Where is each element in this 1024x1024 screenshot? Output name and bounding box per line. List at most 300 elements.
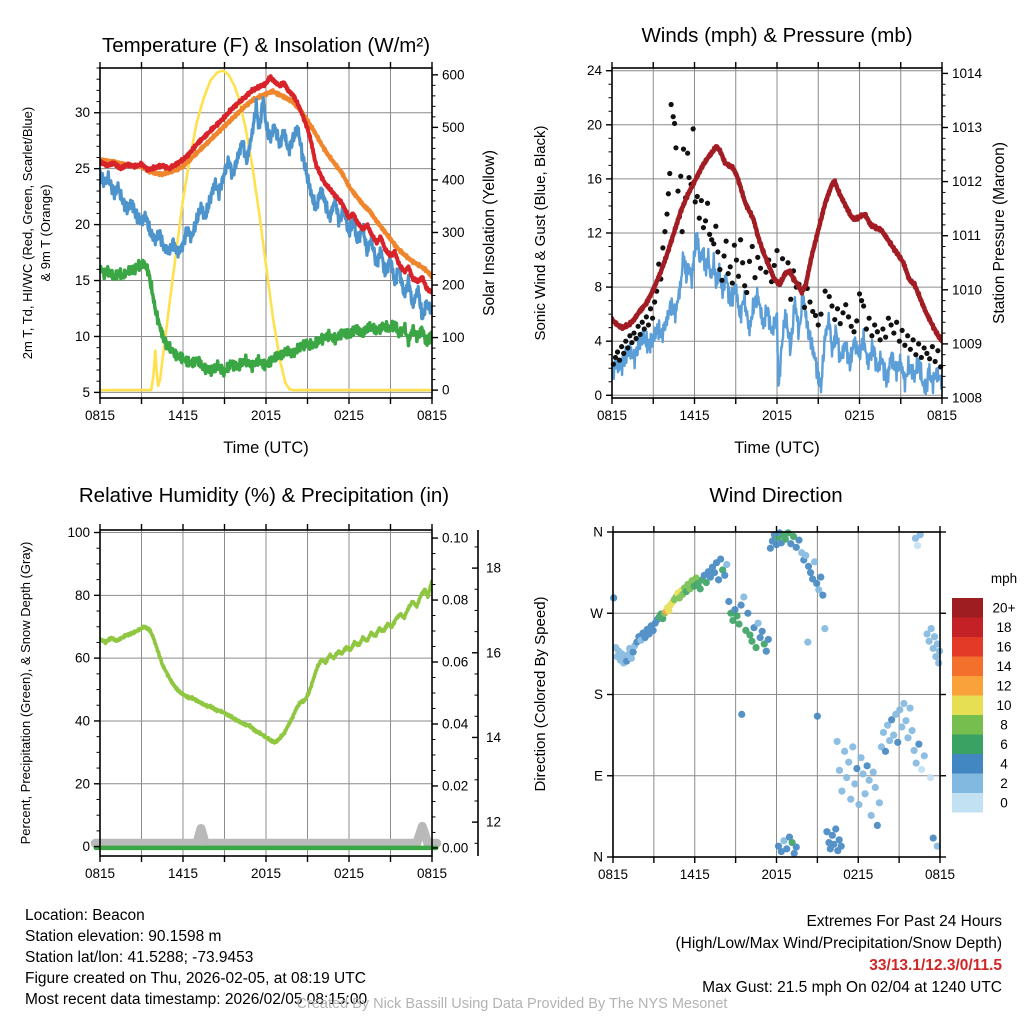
- gust-dot: [631, 330, 636, 335]
- x-tick-label: 0815: [924, 867, 956, 882]
- gust-dot: [717, 267, 722, 272]
- gust-dot: [693, 199, 698, 204]
- gust-dot: [646, 322, 651, 327]
- direction-dot: [836, 767, 843, 774]
- gust-dot: [719, 278, 724, 283]
- left-axis-label: Percent, Precipitation (Green), & Snow Depth (Gray): [18, 541, 33, 845]
- direction-dot: [711, 569, 718, 576]
- gust-dot: [840, 310, 845, 315]
- gust-dot: [861, 303, 866, 308]
- x-tick-label: 0815: [416, 866, 448, 881]
- y-tick-label: 200: [442, 277, 465, 293]
- gust-dot: [818, 312, 823, 317]
- recent-timestamp: Most recent data timestamp: 2026/02/05 08:15:00: [25, 991, 368, 1008]
- gust-dot: [889, 322, 894, 327]
- direction-dot: [882, 748, 889, 755]
- direction-dot: [913, 760, 920, 767]
- legend-label: 2: [1000, 775, 1008, 791]
- direction-dot: [819, 592, 826, 599]
- gust-dot: [678, 174, 683, 179]
- y-tick-label: 25: [74, 161, 90, 177]
- gust-dot: [621, 351, 626, 356]
- direction-dot: [921, 752, 928, 759]
- x-tick-label: 1415: [167, 408, 199, 423]
- gust-dot: [736, 274, 741, 279]
- x-tick-label: 2015: [761, 867, 792, 882]
- direction-dot: [914, 542, 921, 549]
- gust-dot: [662, 229, 667, 234]
- y-tick-label: 1011: [952, 228, 982, 244]
- gust-dot: [886, 316, 891, 321]
- direction-dot: [836, 836, 843, 843]
- direction-dot: [744, 610, 751, 617]
- gust-dot: [728, 264, 733, 269]
- y-tick-label: 30: [74, 105, 90, 121]
- gust-dot: [829, 303, 834, 308]
- direction-dot: [737, 602, 744, 609]
- y-tick-label: E: [593, 768, 603, 784]
- gust-dot: [638, 332, 643, 337]
- right-axis-label: Solar Insolation (Yellow): [481, 150, 498, 316]
- gust-dot: [664, 211, 669, 216]
- legend-swatch: [952, 793, 983, 813]
- humidity-precipitation-chart: [0, 460, 512, 924]
- gust-dot: [894, 320, 899, 325]
- gust-dot: [916, 341, 921, 346]
- x-axis-label: Time (UTC): [734, 439, 820, 457]
- extremes-title: Extremes For Past 24 Hours: [806, 913, 1002, 930]
- station-elevation: Station elevation: 90.1598 m: [25, 928, 222, 945]
- gust-dot: [701, 225, 706, 230]
- y-tick-label: S: [593, 687, 603, 702]
- x-tick-label: 1415: [679, 408, 710, 423]
- direction-dot: [935, 659, 942, 666]
- y-tick-label: N: [593, 524, 603, 540]
- x-tick-label: 1415: [167, 866, 199, 881]
- direction-dot: [898, 723, 905, 730]
- direction-dot: [900, 700, 907, 707]
- gust-dot: [660, 245, 665, 250]
- direction-dot: [880, 729, 887, 736]
- gust-dot: [669, 102, 674, 107]
- gust-dot: [908, 347, 913, 352]
- gust-dot: [623, 339, 628, 344]
- direction-dot: [928, 625, 935, 632]
- gust-dot: [721, 253, 726, 258]
- direction-dot: [834, 738, 841, 745]
- direction-dot: [765, 636, 772, 643]
- y-tick-label: 0.06: [442, 654, 469, 670]
- gust-dot: [650, 316, 655, 321]
- x-tick-label: 0815: [416, 408, 448, 423]
- extremes-subtitle: (High/Low/Max Wind/Precipitation/Snow Depth): [675, 935, 1002, 952]
- direction-dot: [804, 639, 811, 646]
- gust-dot: [629, 340, 634, 345]
- chart-title: Winds (mph) & Pressure (mb): [641, 24, 913, 47]
- legend-swatch: [952, 735, 983, 755]
- direction-dot: [904, 734, 911, 741]
- y-tick-label: 1013: [952, 120, 983, 136]
- direction-dot: [832, 825, 839, 832]
- credit-line: Created By Nick Bassill Using Data Provided By The NYS Mesonet: [296, 996, 728, 1012]
- direction-dot: [906, 704, 913, 711]
- direction-dot: [731, 606, 738, 613]
- y-tick-label: 0.04: [442, 716, 469, 732]
- legend-label: 18: [996, 619, 1012, 635]
- direction-dot: [763, 648, 770, 655]
- gust-dot: [644, 314, 649, 319]
- gust-dot: [615, 349, 620, 354]
- y-tick-label: 400: [442, 172, 465, 188]
- direction-dot: [697, 585, 704, 592]
- gust-dot: [681, 147, 686, 152]
- x-tick-label: 0215: [333, 866, 365, 881]
- gust-dot: [851, 329, 856, 334]
- gust-dot: [849, 324, 854, 329]
- station-info: [25, 905, 367, 1010]
- direction-dot: [915, 741, 922, 748]
- legend-title: mph: [990, 571, 1018, 586]
- gust-dot: [772, 263, 777, 268]
- y-tick-label: N: [593, 849, 603, 865]
- direction-dot: [746, 631, 753, 638]
- gust-dot: [758, 266, 763, 271]
- gust-dot: [802, 305, 807, 310]
- gust-dot: [752, 275, 757, 280]
- chart-title: Wind Direction: [709, 484, 843, 507]
- gust-dot: [935, 348, 940, 353]
- direction-dot: [628, 655, 635, 662]
- gust-dot: [738, 237, 743, 242]
- gust-dot: [707, 232, 712, 237]
- station-location: Location: Beacon: [25, 907, 145, 924]
- legend-label: 8: [1000, 717, 1008, 733]
- gust-dot: [742, 283, 747, 288]
- direction-dot: [793, 843, 800, 850]
- gust-dot: [785, 260, 790, 265]
- direction-dot: [902, 717, 909, 724]
- y-tick-label: 60: [74, 650, 90, 666]
- direction-dot: [821, 625, 828, 632]
- gust-dot: [900, 328, 905, 333]
- gust-dot: [913, 352, 918, 357]
- y-tick-label: 18: [486, 560, 502, 576]
- gust-dot: [883, 335, 888, 340]
- gust-dot: [891, 330, 896, 335]
- x-tick-label: 0815: [596, 408, 628, 423]
- gust-dot: [927, 356, 932, 361]
- gust-dot: [652, 299, 657, 304]
- direction-dot: [918, 766, 925, 773]
- gust-dot: [673, 145, 678, 150]
- direction-dot: [841, 748, 848, 755]
- direction-dot: [740, 593, 747, 600]
- gust-dot: [774, 248, 779, 253]
- legend-swatch: [952, 618, 983, 638]
- gust-dot: [864, 326, 869, 331]
- y-tick-label: 100: [67, 525, 90, 541]
- direction-dot: [755, 620, 762, 627]
- y-tick-label: 100: [442, 330, 465, 346]
- direction-dot: [759, 628, 766, 635]
- gust-dot: [905, 333, 910, 338]
- gust-dot: [697, 216, 702, 221]
- chart-title: Relative Humidity (%) & Precipitation (in): [78, 484, 450, 507]
- direction-dot: [847, 796, 854, 803]
- y-tick-label: 4: [594, 333, 602, 349]
- gust-dot: [869, 333, 874, 338]
- y-tick-label: 0.02: [442, 778, 469, 794]
- direction-dot: [857, 754, 864, 761]
- direction-dot: [735, 620, 742, 627]
- gust-dot: [857, 291, 862, 296]
- gust-dot: [911, 337, 916, 342]
- direction-dot: [791, 850, 798, 857]
- max-gust: Max Gust: 21.5 mph On 02/04 at 1240 UTC: [702, 979, 1002, 996]
- y-tick-label: 1014: [952, 65, 983, 81]
- y-tick-label: 0: [82, 839, 90, 855]
- gust-dot: [813, 313, 818, 318]
- direction-dot: [811, 558, 818, 565]
- direction-dot: [927, 774, 934, 781]
- direction-dot: [876, 799, 883, 806]
- direction-dot: [817, 574, 824, 581]
- gust-dot: [672, 121, 677, 126]
- gust-dot: [625, 345, 630, 350]
- legend-swatch: [952, 657, 983, 677]
- gust-dot: [930, 344, 935, 349]
- y-tick-label: 24: [586, 63, 602, 79]
- gust-dot: [695, 194, 700, 199]
- gust-dot: [730, 280, 735, 285]
- gust-dot: [827, 294, 832, 299]
- direction-dot: [733, 612, 740, 619]
- x-tick-label: 0215: [333, 408, 365, 423]
- direction-dot: [795, 537, 802, 544]
- gust-dot: [747, 259, 752, 264]
- gust-dot: [686, 175, 691, 180]
- legend-swatch: [952, 696, 983, 716]
- gust-dot: [671, 114, 676, 119]
- right-axis-label: Station Pressure (Maroon): [991, 142, 1008, 324]
- gust-dot: [832, 317, 837, 322]
- y-tick-label: 5: [82, 384, 90, 400]
- gust-dot: [703, 218, 708, 223]
- gust-dot: [755, 255, 760, 260]
- direction-dot: [738, 711, 745, 718]
- left-axis-label: Direction (Colored By Speed): [532, 596, 549, 792]
- y-tick-label: 0.00: [442, 840, 469, 856]
- gust-dot: [902, 343, 907, 348]
- gust-dot: [750, 244, 755, 249]
- y-tick-label: 0: [442, 382, 450, 398]
- gust-dot: [807, 299, 812, 304]
- legend-swatch: [952, 637, 983, 657]
- y-tick-label: 0.08: [442, 592, 469, 608]
- direction-dot: [748, 638, 755, 645]
- gust-dot: [685, 151, 690, 156]
- direction-dot: [843, 774, 850, 781]
- direction-dot: [872, 784, 879, 791]
- direction-dot: [930, 834, 937, 841]
- gust-dot: [924, 351, 929, 356]
- direction-dot: [861, 790, 868, 797]
- direction-dot: [890, 732, 897, 739]
- direction-dot: [870, 769, 877, 776]
- y-tick-label: 14: [486, 729, 502, 745]
- y-tick-label: 1010: [952, 282, 983, 298]
- direction-dot: [849, 743, 856, 750]
- y-tick-label: W: [590, 605, 603, 621]
- gust-dot: [919, 355, 924, 360]
- speed-legend: [952, 571, 1017, 813]
- gust-dot: [846, 314, 851, 319]
- gust-dot: [854, 318, 859, 323]
- direction-dot: [723, 561, 730, 568]
- x-tick-label: 2015: [761, 408, 793, 423]
- gust-dot: [859, 298, 864, 303]
- y-tick-label: 600: [442, 67, 465, 83]
- station-latlon: Station lat/lon: 41.5288; -73.9453: [25, 949, 254, 966]
- x-tick-label: 1415: [679, 867, 710, 882]
- figure-created: Figure created on Thu, 2026-02-05, at 08:19 UTC: [25, 970, 366, 987]
- direction-dot: [807, 569, 814, 576]
- legend-swatch: [952, 774, 983, 794]
- y-tick-label: 12: [586, 225, 602, 241]
- x-tick-label: 0815: [84, 408, 116, 423]
- y-tick-label: 16: [586, 171, 602, 187]
- y-tick-label: 1012: [952, 174, 983, 190]
- direction-dot: [715, 576, 722, 583]
- temperature-insolation-chart: [0, 0, 512, 460]
- gust-dot: [922, 345, 927, 350]
- direction-dot: [650, 627, 657, 634]
- gust-dot: [667, 171, 672, 176]
- y-tick-label: 10: [74, 328, 90, 344]
- wind-direction-chart: [512, 460, 1024, 924]
- y-tick-label: 300: [442, 224, 465, 240]
- left-axis-label-2: & 9m T (Orange): [38, 184, 53, 282]
- gust-dot: [744, 290, 749, 295]
- gust-dot: [640, 320, 645, 325]
- gust-dot: [633, 336, 638, 341]
- y-tick-label: 20: [74, 776, 90, 792]
- gust-dot: [666, 191, 671, 196]
- x-tick-label: 2015: [250, 408, 282, 423]
- gust-dot: [732, 243, 737, 248]
- gust-dot: [838, 321, 843, 326]
- x-axis-label: Time (UTC): [223, 439, 309, 457]
- gust-dot: [816, 322, 821, 327]
- direction-dot: [725, 598, 732, 605]
- gust-dot: [933, 359, 938, 364]
- gust-dot: [740, 260, 745, 265]
- gust-dot: [878, 337, 883, 342]
- y-tick-label: 0: [594, 387, 602, 403]
- left-axis-label: Sonic Wind & Gust (Blue, Black): [532, 125, 549, 341]
- gust-dot: [648, 306, 653, 311]
- direction-dot: [838, 787, 845, 794]
- legend-label: 6: [1000, 736, 1008, 752]
- x-tick-label: 0215: [844, 408, 875, 423]
- gust-dot: [715, 249, 720, 254]
- chart-title: Temperature (F) & Insolation (W/m²): [101, 34, 431, 57]
- y-tick-label: 500: [442, 119, 465, 135]
- legend-swatch: [952, 715, 983, 735]
- direction-dot: [717, 555, 724, 562]
- gust-dot: [897, 339, 902, 344]
- y-tick-label: 1009: [952, 336, 983, 352]
- winds-pressure-chart: [512, 0, 1024, 460]
- gust-dot: [880, 326, 885, 331]
- y-tick-label: 80: [74, 587, 90, 603]
- legend-label: 10: [996, 697, 1012, 713]
- gust-dot: [619, 344, 624, 349]
- legend-swatch: [952, 598, 983, 618]
- gust-dot: [642, 326, 647, 331]
- direction-dot: [908, 727, 915, 734]
- gust-dot: [780, 256, 785, 261]
- direction-dot: [802, 552, 809, 559]
- x-tick-label: 0815: [597, 867, 629, 882]
- gust-dot: [675, 188, 680, 193]
- gust-dot: [835, 306, 840, 311]
- gust-dot: [691, 126, 696, 131]
- gust-dot: [867, 316, 872, 321]
- direction-dot: [783, 845, 790, 852]
- direction-dot: [813, 580, 820, 587]
- gust-dot: [726, 271, 731, 276]
- gust-dot: [872, 322, 877, 327]
- x-tick-label: 0815: [926, 408, 958, 423]
- direction-dot: [805, 563, 812, 570]
- left-axis-label: 2m T, Td, HI/WC (Red, Green, Scarlet/Blue): [20, 106, 35, 360]
- direction-dot: [894, 739, 901, 746]
- gust-dot: [724, 239, 729, 244]
- direction-dot: [853, 765, 860, 772]
- y-tick-label: 12: [486, 814, 502, 830]
- direction-dot: [793, 544, 800, 551]
- direction-dot: [931, 633, 938, 640]
- legend-label: 14: [996, 658, 1012, 674]
- y-tick-label: 20: [586, 117, 602, 133]
- direction-dot: [721, 572, 728, 579]
- gust-dot: [705, 201, 710, 206]
- y-tick-label: 1008: [952, 390, 983, 406]
- gust-dot: [711, 241, 716, 246]
- direction-dot: [911, 747, 918, 754]
- direction-dot: [896, 706, 903, 713]
- direction-dot: [855, 801, 862, 808]
- y-tick-label: 0.10: [442, 530, 469, 546]
- legend-swatch: [952, 676, 983, 696]
- direction-dot: [757, 634, 764, 641]
- gust-dot: [843, 302, 848, 307]
- direction-dot: [868, 812, 875, 819]
- legend-label: 12: [996, 678, 1012, 694]
- gust-dot: [699, 198, 704, 203]
- gust-dot: [763, 270, 768, 275]
- direction-dot: [845, 759, 852, 766]
- x-tick-label: 0815: [84, 866, 116, 881]
- legend-label: 20+: [992, 600, 1016, 616]
- y-tick-label: 20: [74, 217, 90, 233]
- direction-dot: [829, 832, 836, 839]
- legend-swatch: [952, 754, 983, 774]
- gust-dot: [734, 257, 739, 262]
- extremes-values: 33/13.1/12.3/0/11.5: [869, 957, 1002, 974]
- direction-dot: [866, 777, 873, 784]
